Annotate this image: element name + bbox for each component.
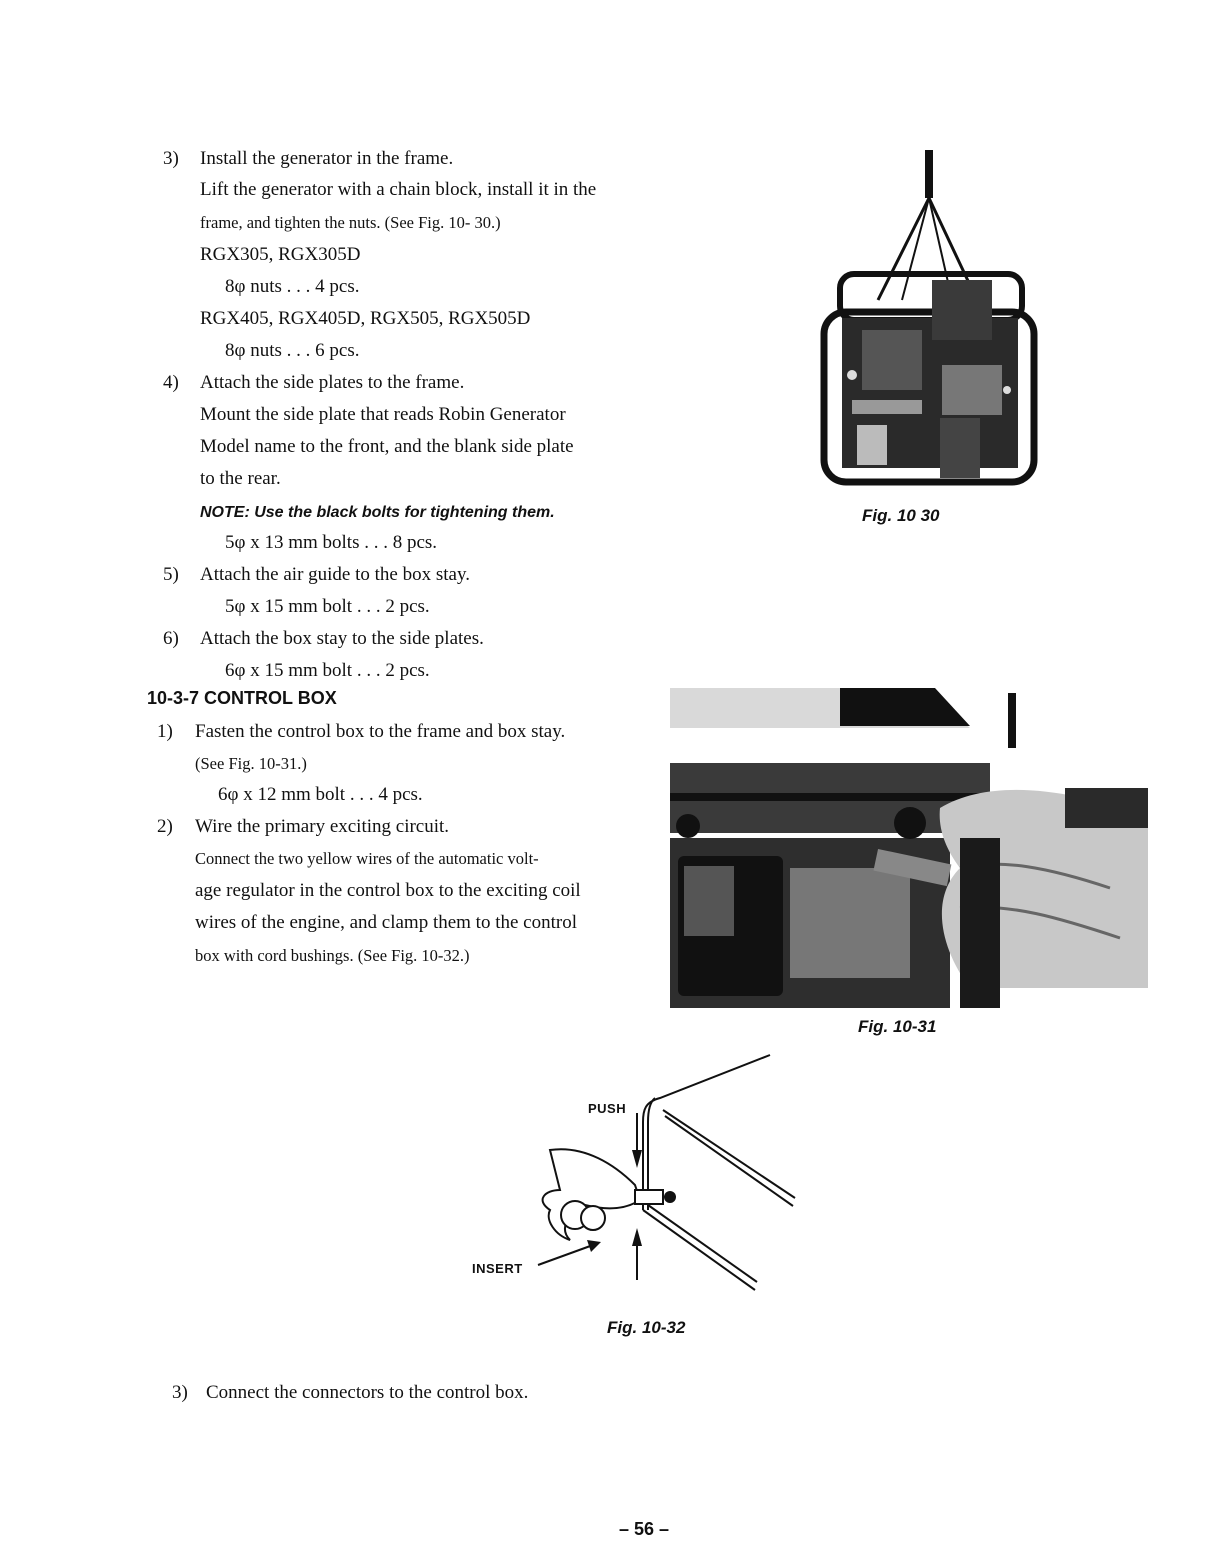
step-5-number: 5)	[163, 564, 179, 585]
step-6-title: Attach the box stay to the side plates.	[200, 628, 484, 649]
step-3-title: Install the generator in the frame.	[200, 148, 454, 169]
step-5-bolts: 5φ x 15 mm bolt . . . 2 pcs.	[225, 596, 430, 617]
step-3-line-2: frame, and tighten the nuts. (See Fig. 10- 30.)	[200, 213, 501, 232]
step-4-title: Attach the side plates to the frame.	[200, 372, 465, 393]
step-3-models-a: RGX305, RGX305D	[200, 244, 361, 265]
fig-10-32-caption: Fig. 10-32	[607, 1318, 686, 1337]
cb-step-1-ref: (See Fig. 10-31.)	[195, 754, 307, 773]
page-number: – 56 –	[619, 1519, 670, 1539]
step-3-models-b: RGX405, RGX405D, RGX505, RGX505D	[200, 308, 531, 329]
cb-step-2-line-2: age regulator in the control box to the exciting coil	[195, 880, 581, 901]
generator-lift-illustration	[812, 150, 1044, 495]
step-4-line-3: to the rear.	[200, 468, 281, 489]
cb-step-3-number: 3)	[172, 1382, 188, 1403]
cb-step-3-title: Connect the connectors to the control box.	[206, 1382, 529, 1403]
step-4-bolts: 5φ x 13 mm bolts . . . 8 pcs.	[225, 532, 438, 553]
cb-step-2-line-4: box with cord bushings. (See Fig. 10-32.)	[195, 946, 470, 965]
step-3-nuts-b: 8φ nuts . . . 6 pcs.	[225, 340, 360, 361]
step-4-line-2: Model name to the front, and the blank side plate	[200, 436, 574, 457]
insert-label: INSERT	[472, 1261, 523, 1276]
step-6-number: 6)	[163, 628, 179, 649]
step-6-bolts: 6φ x 15 mm bolt . . . 2 pcs.	[225, 660, 430, 681]
cb-step-2-line-3: wires of the engine, and clamp them to the control	[195, 912, 577, 933]
step-3-line-1: Lift the generator with a chain block, install it in the	[200, 179, 597, 200]
section-heading: 10-3-7 CONTROL BOX	[147, 688, 337, 708]
cb-step-2-number: 2)	[157, 816, 173, 837]
step-3-number: 3)	[163, 148, 179, 169]
step-3-nuts-a: 8φ nuts . . . 4 pcs.	[225, 276, 360, 297]
fig-10-31-caption: Fig. 10-31	[858, 1017, 937, 1036]
cb-step-1-number: 1)	[157, 721, 173, 742]
control-box-photo	[670, 688, 1148, 1008]
step-4-note: NOTE: Use the black bolts for tightening them.	[200, 504, 555, 521]
cb-step-2-title: Wire the primary exciting circuit.	[195, 816, 450, 837]
cb-step-1-bolts: 6φ x 12 mm bolt . . . 4 pcs.	[218, 784, 423, 805]
cb-step-2-line-1: Connect the two yellow wires of the automatic volt-	[195, 849, 539, 868]
step-5-title: Attach the air guide to the box stay.	[200, 564, 470, 585]
step-4-number: 4)	[163, 372, 179, 393]
step-4-line-1: Mount the side plate that reads Robin Generator	[200, 404, 566, 425]
cb-step-1-title: Fasten the control box to the frame and box stay.	[195, 721, 566, 742]
push-label: PUSH	[588, 1101, 627, 1116]
fig-10-30-caption: Fig. 10 30	[862, 506, 940, 525]
